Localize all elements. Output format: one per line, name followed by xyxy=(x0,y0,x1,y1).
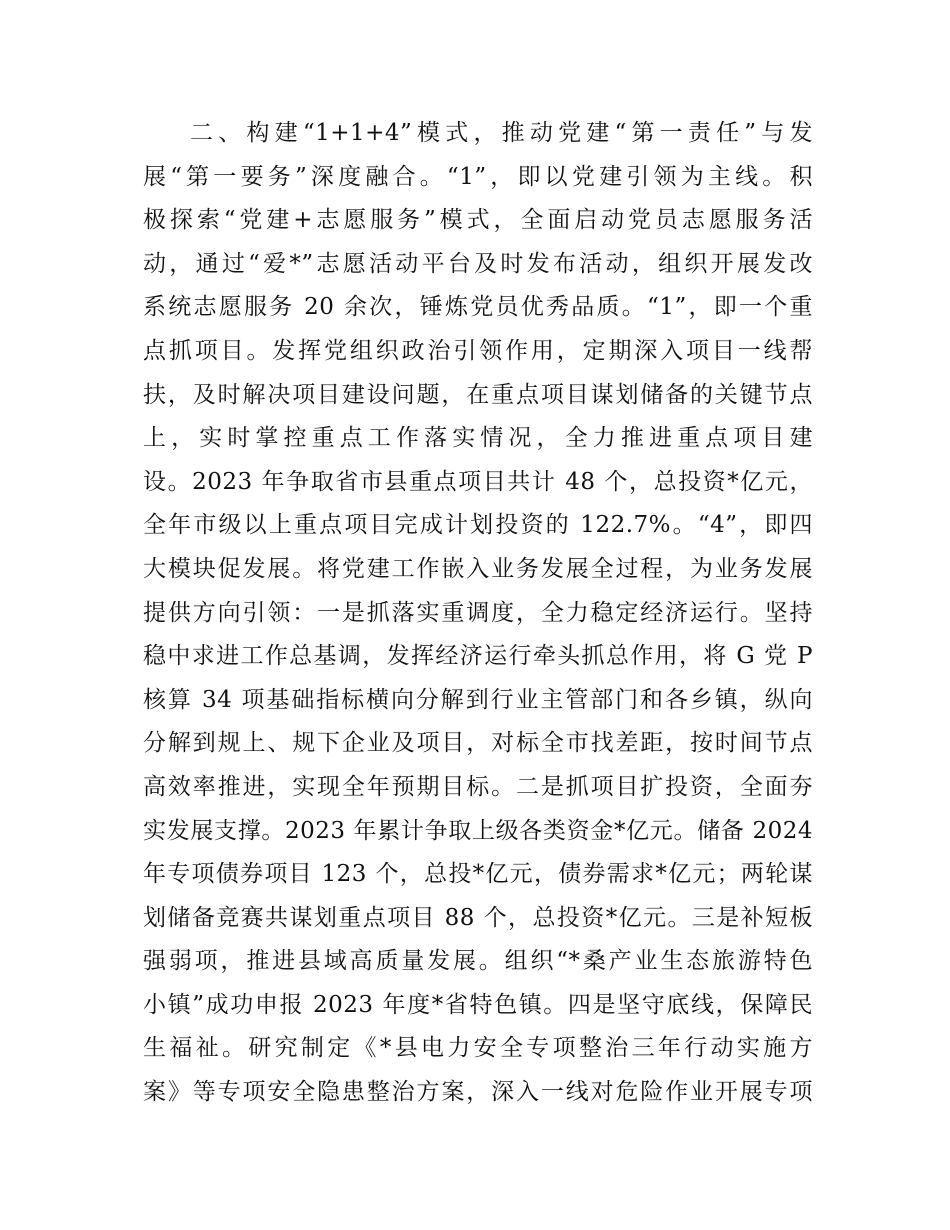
text-line: 高效率推进，实现全年预期目标。二是抓项目扩投资，全面夯 xyxy=(143,773,813,800)
text-line: 设。2023 年争取省市县重点项目共计 48 个，总投资*亿元， xyxy=(143,468,813,495)
text-line: 系统志愿服务 20 余次，锤炼党员优秀品质。“1”，即一个重 xyxy=(143,294,813,321)
text-line: 划储备竞赛共谋划重点项目 88 个，总投资*亿元。三是补短板 xyxy=(143,904,813,931)
text-line: 小镇”成功申报 2023 年度*省特色镇。四是坚守底线，保障民 xyxy=(143,991,813,1018)
text-line: 动，通过“爱*”志愿活动平台及时发布活动，组织开展发改 xyxy=(143,250,813,277)
text-line: 稳中求进工作总基调，发挥经济运行牵头抓总作用，将 G 党 P xyxy=(143,643,813,670)
text-line: 实发展支撑。2023 年累计争取上级各类资金*亿元。储备 2024 xyxy=(143,817,813,844)
text-line: 生福祉。研究制定《*县电力安全专项整治三年行动实施方 xyxy=(143,1035,813,1062)
text-line: 上，实时掌控重点工作落实情况，全力推进重点项目建 xyxy=(143,425,813,452)
text-line: 全年市级以上重点项目完成计划投资的 122.7%。“4”，即四 xyxy=(143,512,813,539)
text-line: 分解到规上、规下企业及项目，对标全市找差距，按时间节点 xyxy=(143,730,813,757)
text-line: 点抓项目。发挥党组织政治引领作用，定期深入项目一线帮 xyxy=(143,337,813,364)
text-line: 核算 34 项基础指标横向分解到行业主管部门和各乡镇，纵向 xyxy=(143,686,813,713)
text-line: 强弱项，推进县域高质量发展。组织“*桑产业生态旅游特色 xyxy=(143,948,813,975)
text-line: 年专项债券项目 123 个，总投*亿元，债券需求*亿元；两轮谋 xyxy=(143,861,813,888)
text-line: 案》等专项安全隐患整治方案，深入一线对危险作业开展专项 xyxy=(143,1079,813,1106)
text-line: 二、构建“1+1+4”模式，推动党建“第一责任”与发 xyxy=(190,120,813,146)
text-line: 极探索“党建+志愿服务”模式，全面启动党员志愿服务活 xyxy=(143,207,813,234)
body-paragraph xyxy=(143,112,813,1115)
text-line: 提供方向引领：一是抓落实重调度，全力稳定经济运行。坚持 xyxy=(143,599,813,626)
text-line: 扶，及时解决项目建设问题，在重点项目谋划储备的关键节点 xyxy=(143,381,813,408)
text-line: 大模块促发展。将党建工作嵌入业务发展全过程，为业务发展 xyxy=(143,555,813,582)
text-line: 展“第一要务”深度融合。“1”，即以党建引领为主线。积 xyxy=(143,163,813,190)
